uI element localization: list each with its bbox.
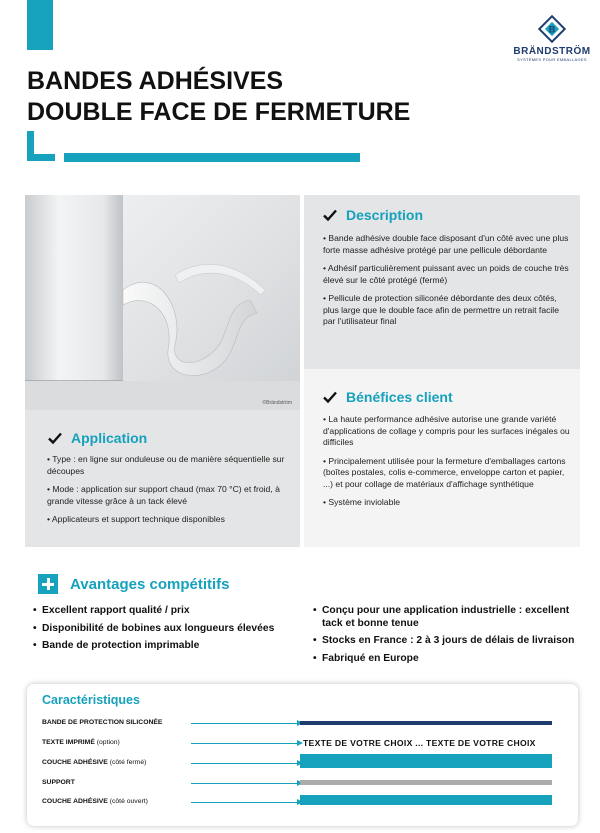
- application-item: • Mode : application sur support chaud (max 70 °C) et froid, à grande vitesse grâce à un tack élevé: [47, 484, 280, 506]
- brand-logo: [512, 14, 592, 62]
- description-item: • Bande adhésive double face disposant d'un côté avec une plus forte masse adhésive protégé par une pellicule débordante: [323, 233, 569, 255]
- page-title: [27, 66, 410, 128]
- arrow-icon: [191, 758, 303, 768]
- description-item: • Adhésif particulièrement puissant avec un poids de couche très élevé sur le côté protégé (fermé): [323, 263, 569, 285]
- characteristics-card: [27, 684, 578, 826]
- application-item: • Applicateurs et support technique disponibles: [47, 514, 225, 524]
- layer-adhesive-closed: [300, 754, 552, 768]
- title-line-2: DOUBLE FACE DE FERMETURE: [27, 98, 411, 126]
- advantages-right-list: [313, 605, 583, 670]
- layer-protection-film: [300, 721, 552, 725]
- advantage-item: • Excellent rapport qualité / prix: [33, 605, 295, 618]
- title-underline-bar: [64, 153, 360, 162]
- corner-accent-bar: [27, 0, 53, 50]
- layer-label-adhesive-open: COUCHE ADHÉSIVE (côté ouvert): [42, 798, 148, 805]
- application-item: • Type : en ligne sur onduleuse ou de manière séquentielle sur découpes: [47, 454, 285, 476]
- advantage-item: • Disponibilité de bobines aux longueurs élevées: [33, 623, 295, 636]
- application-heading: Application: [71, 430, 148, 446]
- arrow-icon: [191, 718, 303, 728]
- title-corner-accent: [27, 131, 55, 161]
- benefits-item: • Système inviolable: [323, 497, 401, 507]
- logo-name: BRÄNDSTRÖM: [513, 46, 591, 57]
- layer-label-support: SUPPORT: [42, 779, 75, 786]
- benefits-box: [304, 369, 580, 547]
- arrow-icon: [191, 797, 303, 807]
- logo-tagline: SYSTÈMES POUR EMBALLAGES: [517, 57, 587, 62]
- tape-roll-illustration: [25, 195, 300, 410]
- svg-text:B: B: [548, 24, 556, 35]
- arrow-icon: [191, 738, 303, 748]
- layer-printed-text: TEXTE DE VOTRE CHOIX ... TEXTE DE VOTRE CHOIX: [303, 738, 536, 748]
- arrow-icon: [191, 778, 303, 788]
- description-list: [323, 233, 571, 335]
- title-line-1: BANDES ADHÉSIVES: [27, 67, 284, 95]
- description-box: [304, 195, 580, 369]
- plus-icon: [38, 574, 58, 594]
- advantage-item: • Conçu pour une application industrielle : excellent tack et bonne tenue: [313, 605, 583, 630]
- description-item: • Pellicule de protection siliconée débordante des deux côtés, plus large que le double face afin de permettre un retrait facile par l'utilisateur final: [323, 293, 559, 326]
- benefits-item: • La haute performance adhésive autorise une grande variété d'applications de collage y compris pour les surfaces inégales ou difficiles: [323, 414, 570, 447]
- advantages-heading: Avantages compétitifs: [70, 575, 230, 593]
- application-list: [47, 454, 287, 533]
- photo-credit: ©Brändström: [262, 400, 292, 406]
- benefits-item: • Principalement utilisée pour la fermeture d'emballages cartons (boîtes postales, colis e-commerce, enveloppe carton et papier, ...) et pour collage de matériaux d'affichage synthétique: [323, 455, 566, 489]
- advantages-heading-row: [38, 574, 230, 594]
- advantage-item: • Bande de protection imprimable: [33, 640, 295, 653]
- application-box: [25, 410, 300, 547]
- layer-label-adhesive-closed: COUCHE ADHÉSIVE (côté fermé): [42, 759, 147, 766]
- advantage-item: • Stocks en France : 2 à 3 jours de délais de livraison: [313, 635, 583, 648]
- check-icon: [322, 389, 338, 405]
- layer-support: [300, 780, 552, 785]
- check-icon: [47, 430, 63, 446]
- advantage-item: • Fabriqué en Europe: [313, 653, 583, 666]
- description-heading: Description: [346, 207, 424, 223]
- benefits-list: [323, 414, 573, 516]
- layer-label-printed-text: TEXTE IMPRIMÉ (option): [42, 739, 120, 746]
- logo-diamond-icon: [537, 14, 567, 44]
- layer-adhesive-open: [300, 795, 552, 805]
- advantages-left-list: [33, 605, 295, 658]
- product-photo: [25, 195, 300, 410]
- check-icon: [322, 207, 338, 223]
- characteristics-heading: Caractéristiques: [42, 693, 140, 707]
- benefits-heading: Bénéfices client: [346, 389, 453, 405]
- layer-label-protection: BANDE DE PROTECTION SILICONÉE: [42, 719, 163, 726]
